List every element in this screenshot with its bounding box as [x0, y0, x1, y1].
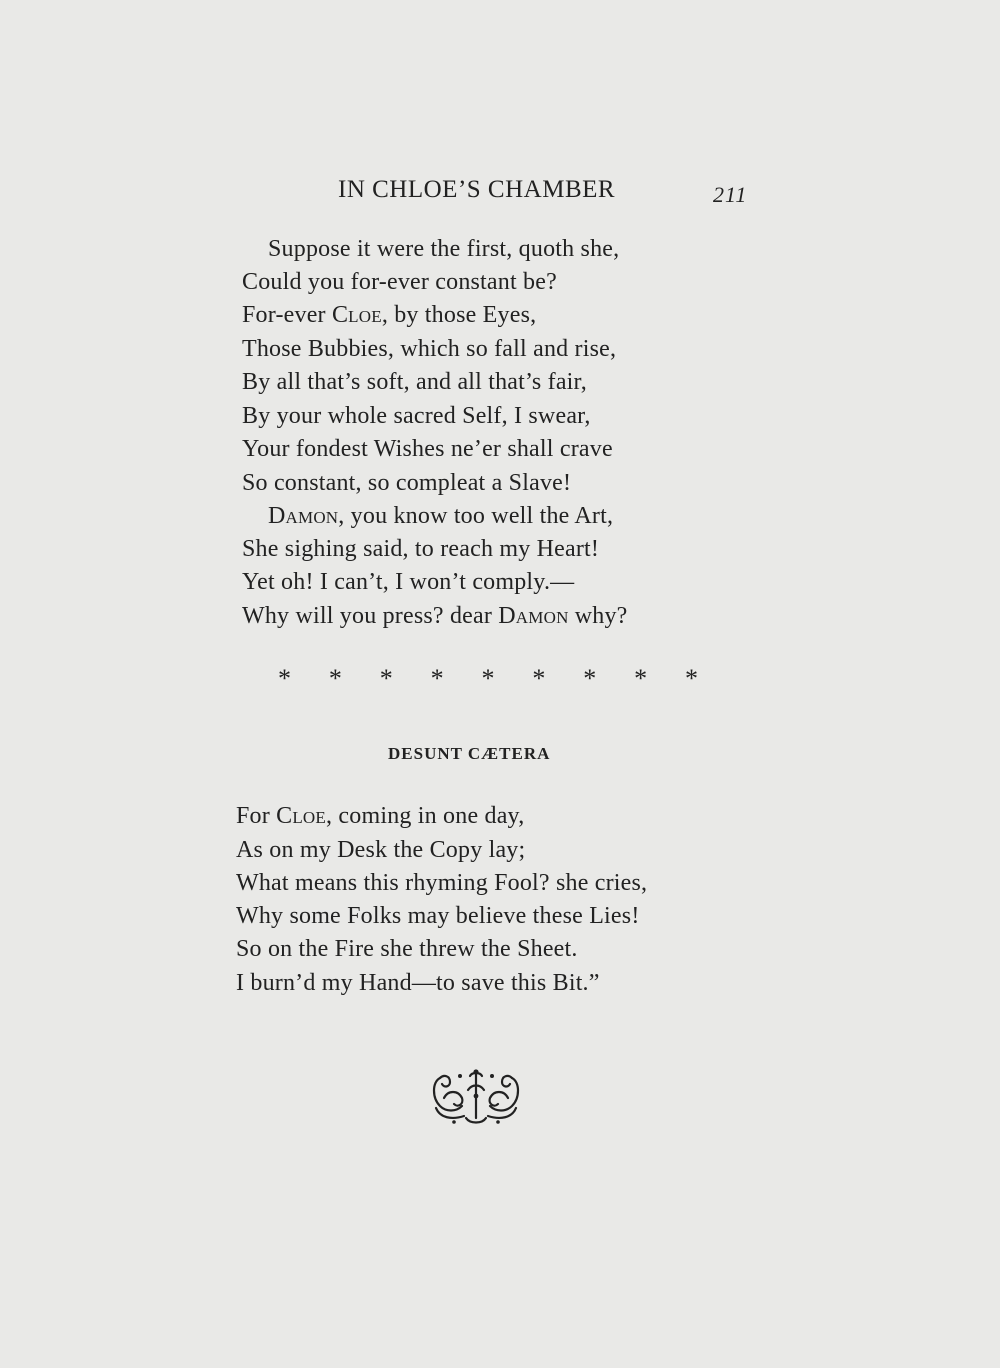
asterisk: *	[430, 664, 444, 693]
poem-line: What means this rhyming Fool? she cries,	[236, 870, 648, 896]
poem-line: Could you for-ever constant be?	[242, 269, 557, 295]
poem-line: For-ever Cloe, by those Eyes,	[242, 302, 537, 328]
poem-line: Damon, you know too well the Art,	[268, 503, 614, 529]
poem-line: By all that’s soft, and all that’s fair,	[242, 369, 587, 395]
asterisk: *	[278, 664, 291, 693]
poem-line: Suppose it were the first, quoth she,	[268, 236, 620, 262]
poem-line: So constant, so compleat a Slave!	[242, 470, 572, 496]
poem-line: So on the Fire she threw the Sheet.	[236, 936, 578, 962]
section-title: DESUNT CÆTERA	[388, 744, 551, 763]
asterisk: *	[379, 664, 393, 693]
poem-line: I burn’d my Hand—to save this Bit.”	[236, 970, 600, 996]
poem-line: Why will you press? dear Damon why?	[242, 603, 628, 629]
ornament-icon	[430, 1068, 522, 1126]
poem-line: Yet oh! I can’t, I won’t comply.—	[242, 569, 575, 595]
name-cloe: Cloe	[276, 803, 326, 829]
poem-line: As on my Desk the Copy lay;	[236, 837, 526, 863]
poem-line: She sighing said, to reach my Heart!	[242, 536, 600, 562]
asterisk: *	[634, 664, 648, 693]
asterisk: *	[532, 664, 546, 693]
asterisk: *	[583, 664, 597, 693]
asterisk: *	[328, 664, 342, 693]
name-damon: Damon	[268, 503, 339, 529]
poem-line: By your whole sacred Self, I swear,	[242, 403, 591, 429]
asterisk-separator	[278, 664, 698, 694]
poem-line: Your fondest Wishes ne’er shall crave	[242, 436, 613, 462]
poem-line: For Cloe, coming in one day,	[236, 803, 525, 829]
name-damon: Damon	[498, 603, 569, 629]
name-cloe: Cloe	[331, 302, 382, 328]
poem-line: Those Bubbies, which so fall and rise,	[242, 336, 617, 362]
running-title: IN CHLOE’S CHAMBER	[338, 176, 616, 203]
page-number: 211	[713, 182, 748, 207]
poem-line: Why some Folks may believe these Lies!	[236, 903, 640, 929]
asterisk: *	[685, 664, 698, 693]
asterisk: *	[481, 664, 495, 693]
